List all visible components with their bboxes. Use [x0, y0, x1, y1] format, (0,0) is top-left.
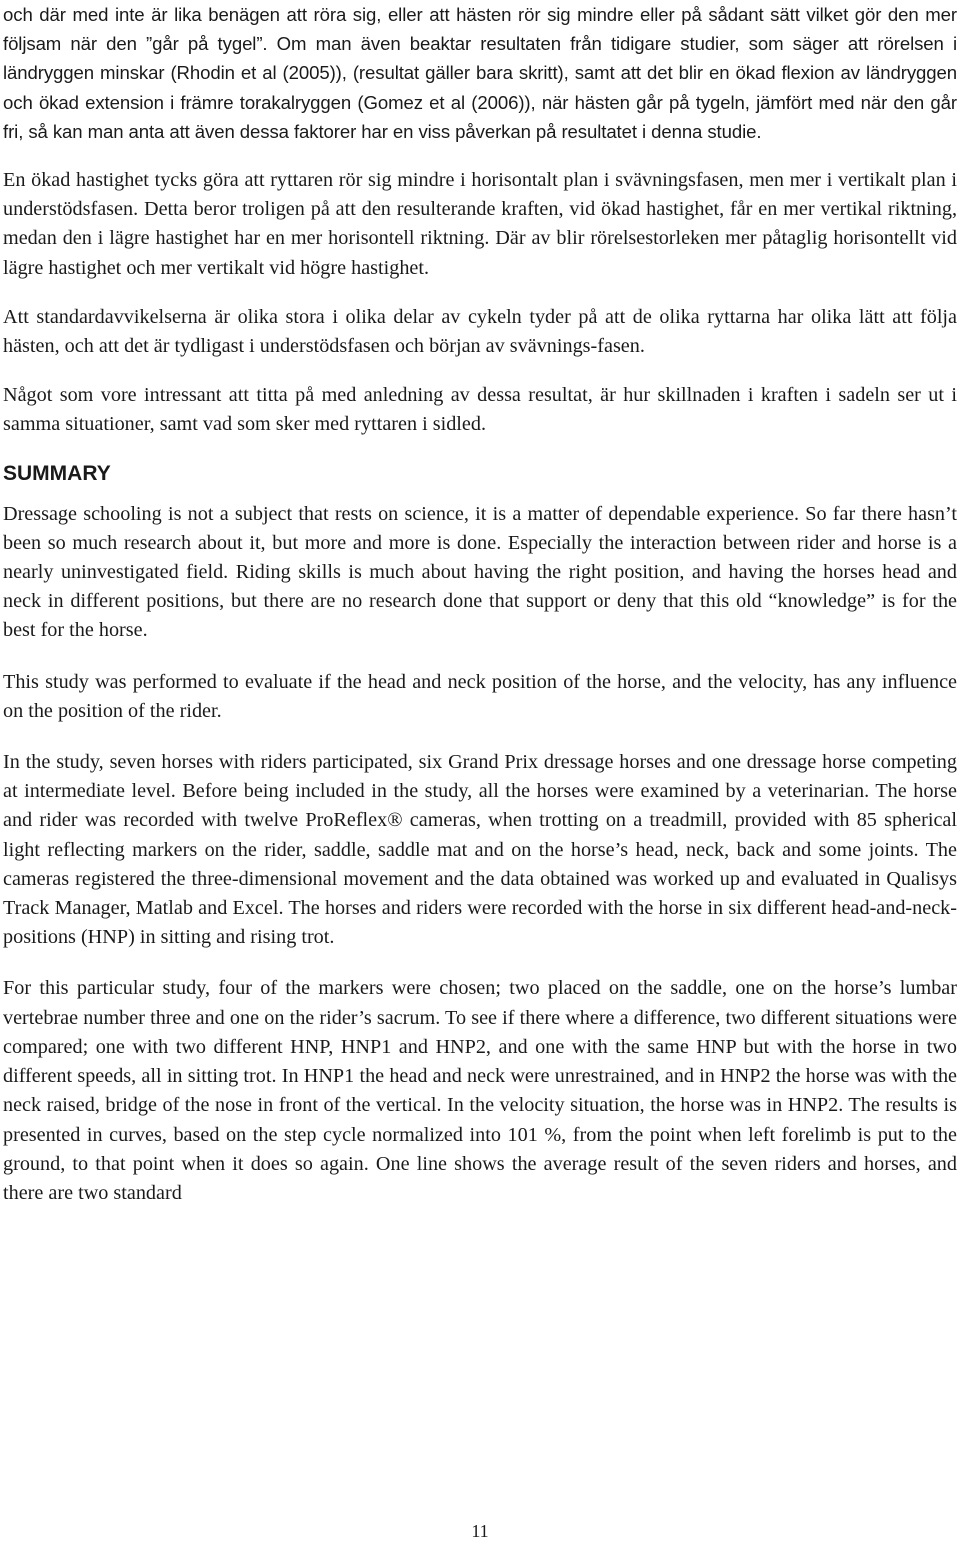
summary-heading: SUMMARY	[3, 461, 111, 485]
summary-paragraph-3: In the study, seven horses with riders participated, six Grand Prix dressage horses and one dressage horse competing at intermediate level. Before being included in the study, all the horses were examined by a veterinarian. The horse and rider was recorded with twelve ProReflex® cameras, when trotting on a treadmill, provided with 85 spherical light reflecting markers on the rider, saddle, saddle mat and on the horse’s head, neck, back and some joints. The cameras registered the three-dimensional movement and the data obtained was worked up and evaluated in Qualisys Track Manager, Matlab and Excel. The horses and riders were recorded with the horse in six different head-and-neck-positions (HNP) in sitting and rising trot.	[3, 751, 957, 949]
body-paragraph-2: En ökad hastighet tycks göra att ryttaren rör sig mindre i horisontalt plan i svävningsfasen, men mer i vertikalt plan i understödsfasen. Detta beror troligen på att den resulterande kraften, vid ökad hastighet, får en mer vertikal riktning, medan den i lägre hastighet har en mer horisontell riktning. Där av blir rörelsestorleken mer påtaglig horisontellt vid lägre hastighet och mer vertikalt vid högre hastighet.	[3, 169, 957, 279]
document-page	[3, 0, 957, 1208]
body-paragraph-1: och där med inte är lika benägen att röra sig, eller att hästen rör sig mindre eller på sådant sätt vilket gör den mer följsam när den ”går på tygel”. Om man även beaktar resultaten från tidigare studier, som säger att rörelsen i ländryggen minskar (Rhodin et al (2005)), (resultat gäller bara skritt), samt att det blir en ökad flexion av ländryggen och ökad extension i främre torakalryggen (Gomez et al (2006)), när hästen går på tygeln, jämfört med när den går fri, så kan man anta att även dessa faktorer har en viss påverkan på resultatet i denna studie.	[3, 4, 957, 142]
summary-paragraph-4: For this particular study, four of the markers were chosen; two placed on the saddle, one on the horse’s lumbar vertebrae number three and one on the rider’s sacrum. To see if there where a difference, two different situations were compared; one with two different HNP, HNP1 and HNP2, and one with the same HNP but with the horse in two different speeds, all in sitting trot. In HNP1 the head and neck were unrestrained, and in HNP2 the horse was with the neck raised, bridge of the nose in front of the vertical. In the velocity situation, the horse was in HNP2. The results is presented in curves, based on the step cycle normalized into 101 %, from the point when left forelimb is put to the ground, to that point when it does so again. One line shows the average result of the seven riders and horses, and there are two standard	[3, 977, 957, 1204]
summary-paragraph-2: This study was performed to evaluate if the head and neck position of the horse, and the velocity, has any influence on the position of the rider.	[3, 670, 957, 722]
body-paragraph-3: Att standardavvikelserna är olika stora i olika delar av cykeln tyder på att de olika ryttarna har olika lätt att följa hästen, och att det är tydligast i understödsfasen och början av svävnings-fasen.	[3, 305, 957, 358]
summary-paragraph-1: Dressage schooling is not a subject that rests on science, it is a matter of dependable experience. So far there hasn’t been so much research about it, but more and more is done. Especially the interaction between rider and horse is a nearly uninvestigated field. Riding skills is much about having the right position, and having the horses head and neck in different positions, but there are no research done that support or deny that this old “knowledge” is for the best for the horse.	[3, 502, 957, 642]
page-number: 11	[471, 1521, 489, 1541]
body-paragraph-4: Något som vore intressant att titta på med anledning av dessa resultat, är hur skillnaden i kraften i sadeln ser ut i samma situationer, samt vad som sker med ryttaren i sidled.	[3, 384, 957, 436]
